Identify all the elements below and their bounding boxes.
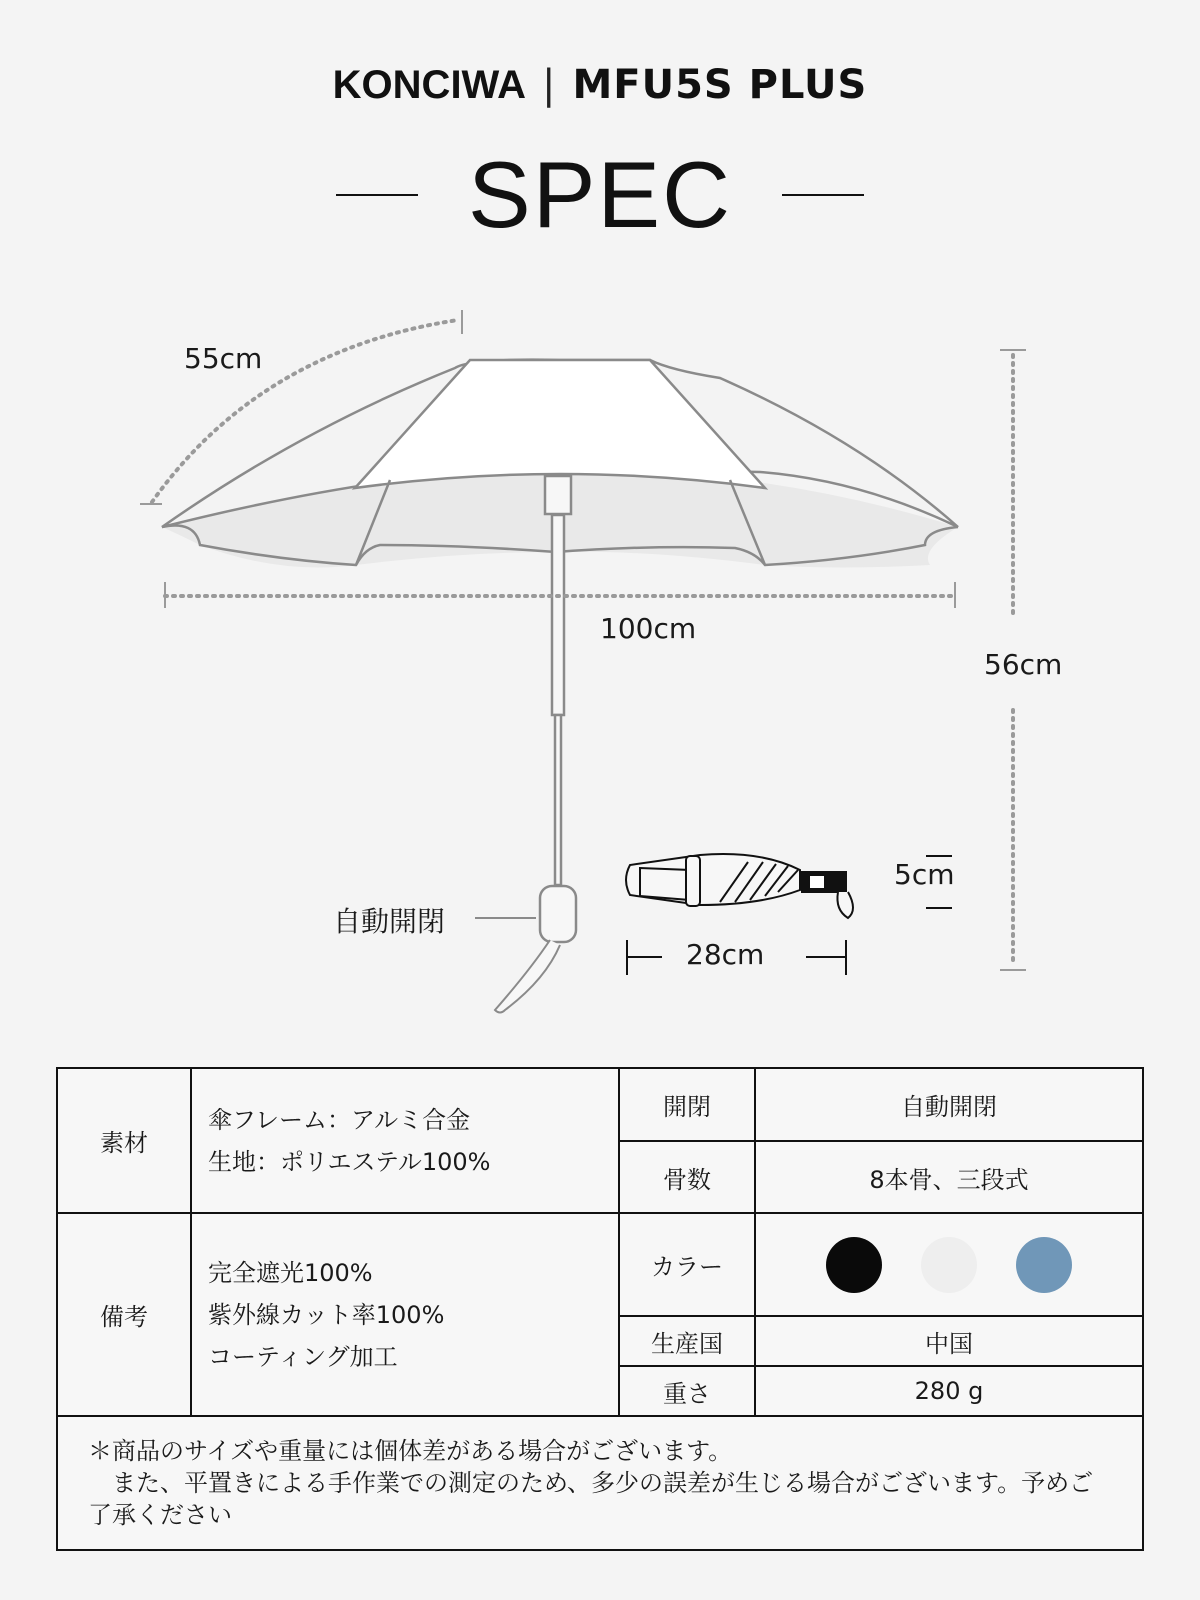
note-line: また、平置きによる手作業での測定のため、多少の誤差が生じる場合がございます。予めご了承ください	[88, 1469, 1094, 1529]
material-details	[191, 1068, 619, 1213]
remarks-heading: 備考	[57, 1213, 191, 1416]
folded-diameter-label: 5cm	[894, 858, 955, 891]
remarks-details	[191, 1213, 619, 1416]
material-line: 傘フレーム：アルミ合金	[208, 1105, 471, 1134]
spec-heading: SPEC	[468, 142, 732, 247]
auto-open-label: 自動開閉	[333, 905, 446, 938]
material-line: 生地：ポリエステル100%	[208, 1147, 491, 1176]
wrist-strap	[495, 940, 560, 1013]
material-heading: 素材	[57, 1068, 191, 1213]
brand-logo: KONCIWA	[332, 63, 526, 107]
remarks-line: コーティング加工	[208, 1342, 398, 1371]
ribs-value: 8本骨、三段式	[755, 1141, 1143, 1213]
folded-umbrella	[626, 854, 853, 918]
color-key: カラー	[619, 1213, 755, 1316]
open-width-label: 100cm	[600, 612, 697, 645]
folded-length-label: 28cm	[686, 938, 765, 971]
weight-value: 280 g	[755, 1366, 1143, 1416]
disclaimer-note	[57, 1416, 1143, 1550]
opening-value: 自動開閉	[755, 1068, 1143, 1141]
spec-table	[56, 1067, 1144, 1551]
remarks-line: 完全遮光100%	[208, 1258, 373, 1287]
color-swatch-white	[921, 1237, 977, 1293]
color-swatch-black	[826, 1237, 882, 1293]
header-separator: |	[542, 62, 557, 108]
rib-length-label: 55cm	[184, 342, 263, 375]
origin-key: 生産国	[619, 1316, 755, 1366]
title-rule-left	[336, 194, 418, 196]
page-header	[0, 62, 1200, 108]
ribs-key: 骨数	[619, 1141, 755, 1213]
note-line: ＊商品のサイズや重量には個体差がある場合がございます。	[88, 1437, 733, 1465]
total-length-label: 56cm	[984, 648, 1063, 681]
umbrella-diagram	[0, 290, 1200, 1030]
remarks-line: 紫外線カット率100%	[208, 1300, 445, 1329]
model-name: MFU5S PLUS	[572, 62, 868, 108]
title-rule-right	[782, 194, 864, 196]
opening-key: 開閉	[619, 1068, 755, 1141]
weight-key: 重さ	[619, 1366, 755, 1416]
color-swatches	[755, 1213, 1143, 1316]
origin-value: 中国	[755, 1316, 1143, 1366]
color-swatch-blue	[1016, 1237, 1072, 1293]
section-title	[0, 140, 1200, 250]
